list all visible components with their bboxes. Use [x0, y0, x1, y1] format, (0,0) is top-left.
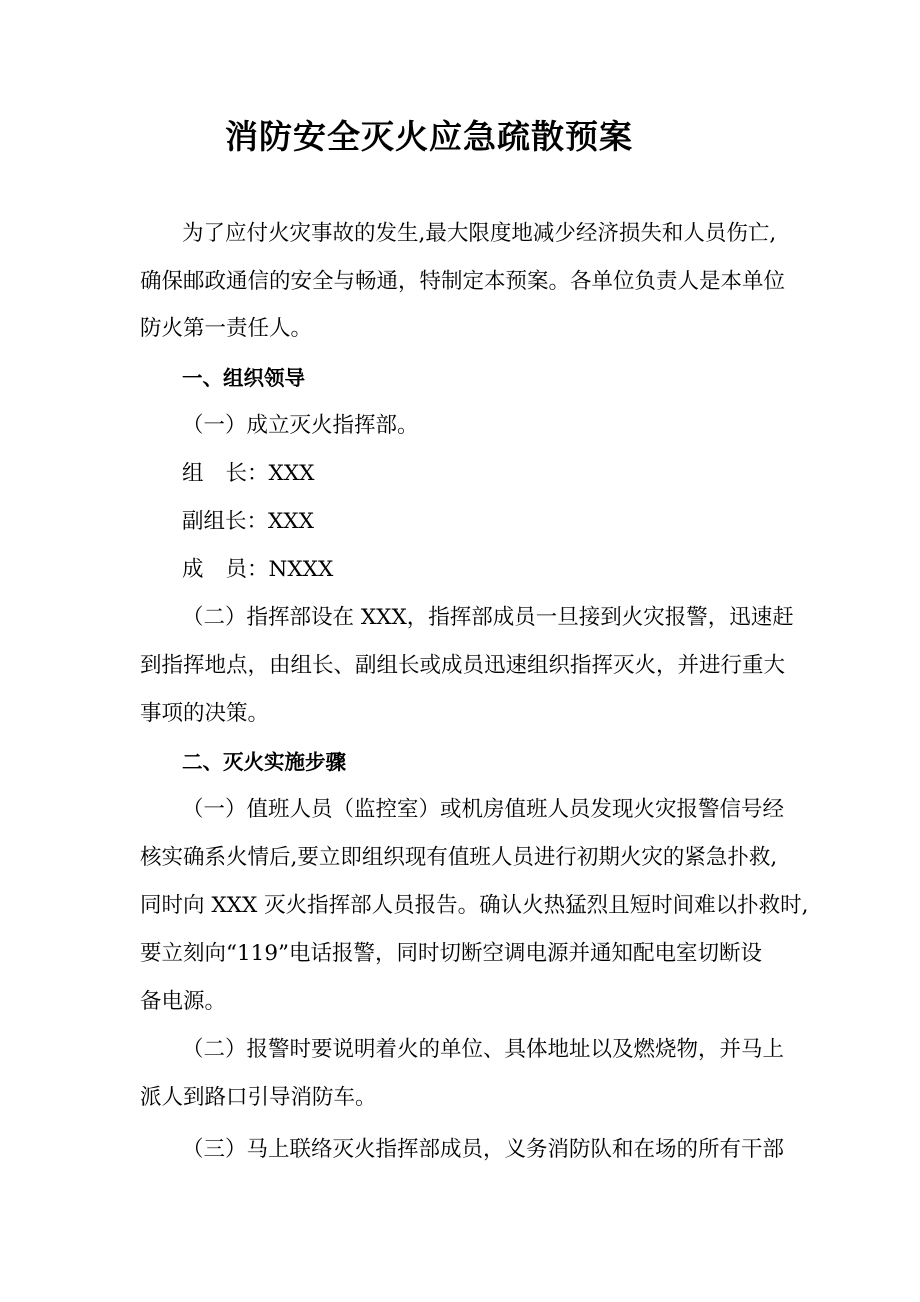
document-title: 消防安全灭火应急疏散预案: [225, 117, 633, 156]
section-1-item-2-line-2: 到指挥地点，由组长、副组长或成员迅速组织指挥灭火，并进行重大: [140, 653, 786, 678]
section-2-item-1-line-2: 核实确系火情后,要立即组织现有值班人员进行初期火灾的紧急扑救,: [140, 845, 778, 870]
member-label-part-2: 员：NXXX: [225, 557, 334, 582]
section-2-item-1-line-1: （一）值班人员（监控室）或机房值班人员发现火灾报警信号经: [182, 797, 785, 822]
section-1-item-2-line-3: 事项的决策。: [140, 701, 270, 726]
section-1-item-2-line-1: （二）指挥部设在 XXX，指挥部成员一旦接到火灾报警，迅速赶: [182, 605, 794, 630]
section-2-item-2-line-1: （二）报警时要说明着火的单位、具体地址以及燃烧物，并马上: [182, 1037, 785, 1062]
section-2-item-2-line-2: 派人到路口引导消防车。: [140, 1085, 377, 1110]
deputy-line: 副组长：XXX: [182, 509, 314, 534]
intro-line-1: 为了应付火灾事故的发生,最大限度地减少经济损失和人员伤亡,: [182, 221, 777, 246]
section-2-item-1-line-3: 同时向 XXX 灭火指挥部人员报告。确认火热猛烈且短时间难以扑救时,: [140, 893, 809, 918]
section-1-item-1: （一）成立灭火指挥部。: [182, 413, 419, 438]
section-1-heading: 一、组织领导: [182, 366, 305, 390]
intro-line-2: 确保邮政通信的安全与畅通，特制定本预案。各单位负责人是本单位: [140, 269, 786, 294]
section-2-item-1-line-4: 要立刻向“119”电话报警，同时切断空调电源并通知配电室切断设: [140, 941, 763, 966]
section-2-heading: 二、灭火实施步骤: [182, 750, 346, 774]
leader-label-part-1: 组: [182, 461, 204, 486]
intro-line-3: 防火第一责任人。: [140, 316, 313, 341]
leader-line: [182, 458, 314, 490]
member-line: [182, 554, 333, 586]
section-2-item-3-line-1: （三）马上联络灭火指挥部成员，义务消防队和在场的所有干部: [182, 1137, 785, 1162]
member-label-part-1: 成: [182, 557, 204, 582]
leader-label-part-2: 长：XXX: [225, 461, 315, 486]
section-2-item-1-line-5: 备电源。: [140, 989, 227, 1014]
